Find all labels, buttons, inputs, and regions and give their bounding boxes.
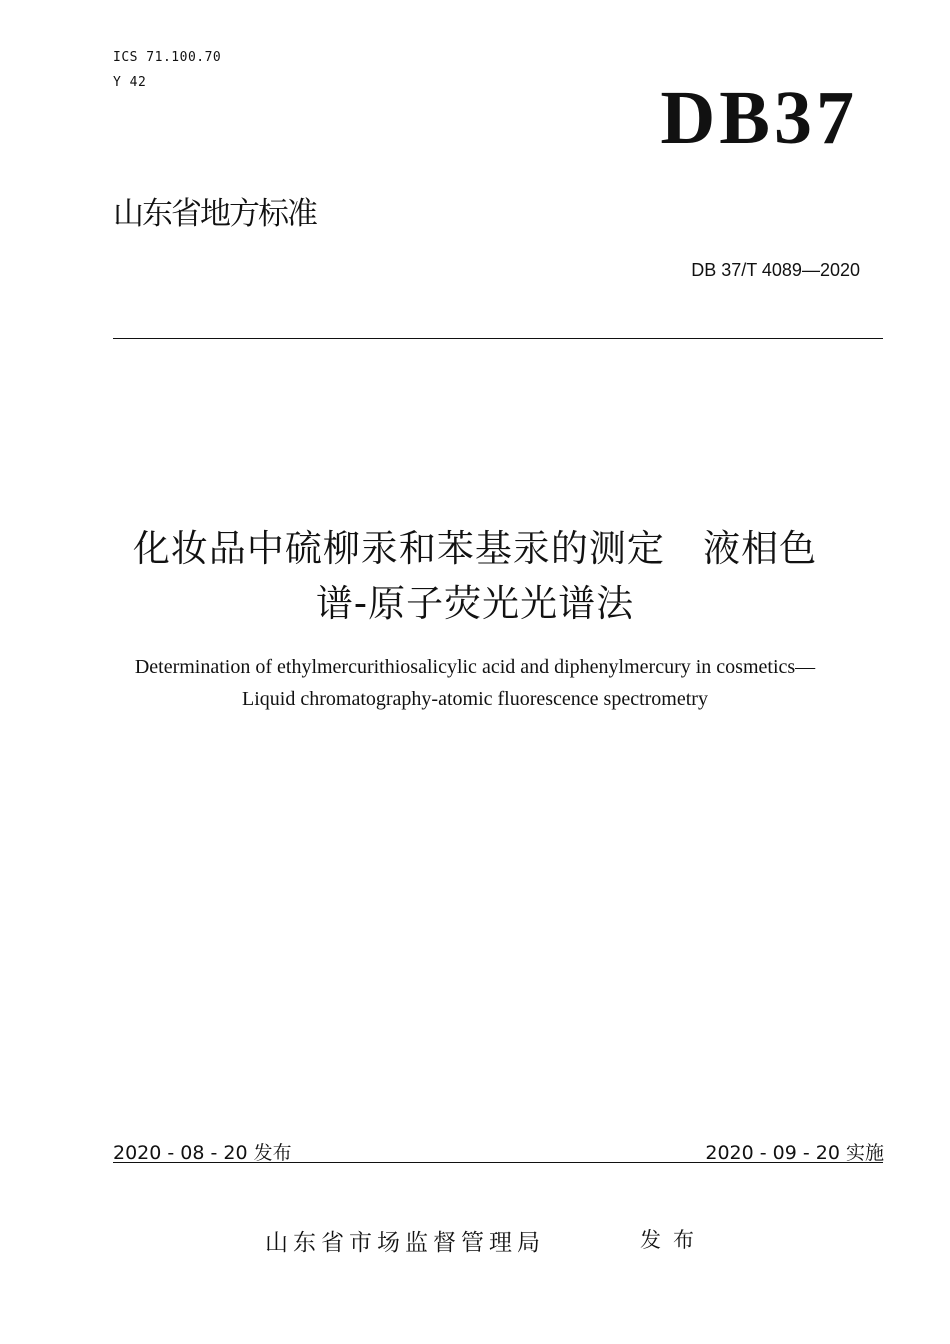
implementation-date: 2020 - 09 - 20 实施: [705, 1142, 884, 1164]
standard-number: DB 37/T 4089—2020: [691, 260, 860, 280]
issued-label: 发布: [640, 1228, 706, 1252]
db-logo-mark: DB37: [660, 76, 858, 160]
ccs-code: Y 42: [113, 75, 147, 90]
bottom-divider: [113, 1162, 883, 1163]
top-divider: [113, 338, 883, 339]
issue-date: 2020 - 08 - 20 发布: [113, 1142, 292, 1164]
ics-code: ICS 71.100.70: [113, 50, 222, 65]
standard-type: 山东省地方标准: [113, 196, 316, 232]
title-english-line-1: Determination of ethylmercurithiosalicylic acid and diphenylmercury in cosmetics—: [134, 656, 816, 678]
title-chinese-line-1: 化妆品中硫柳汞和苯基汞的测定 液相色: [132, 527, 818, 570]
issuing-authority: 山东省市场监督管理局: [265, 1230, 545, 1256]
title-english-line-2: Liquid chromatography-atomic fluorescence spectrometry: [242, 688, 708, 710]
title-chinese-line-2: 谱-原子荧光光谱法: [315, 582, 635, 625]
